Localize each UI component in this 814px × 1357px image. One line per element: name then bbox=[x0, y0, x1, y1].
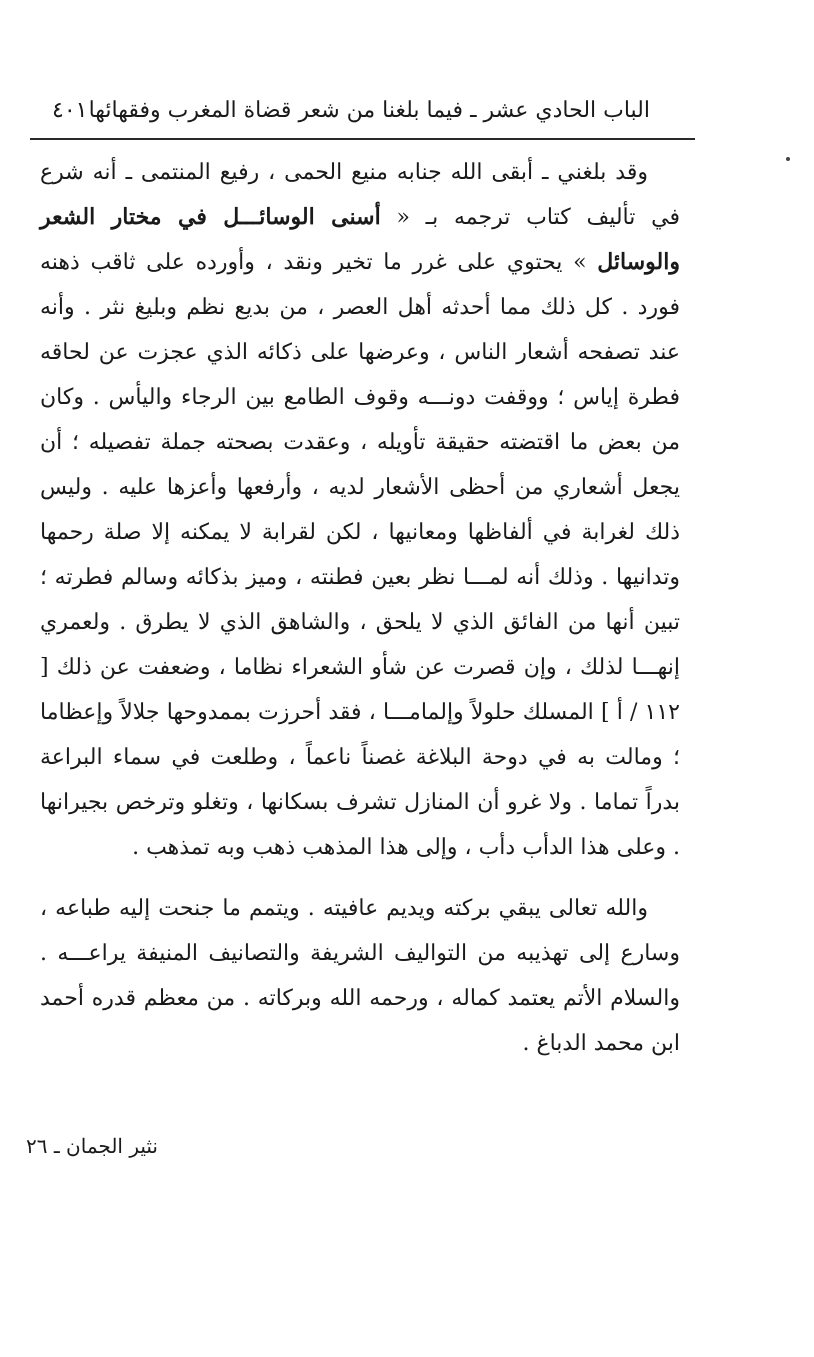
paragraph-2: والله تعالى يبقي بركته ويديم عافيته . ويتمم ما جنحت إليه طباعه ، وسارع إلى تهذيبه من التواليف الشريفة والتصانيف المنيفة يراعـــه . والسلام الأتم يعتمد كماله ، ورحمه الله وبركاته . من معظم قدره أحمد ابن محمد الدباغ . bbox=[40, 896, 680, 1056]
main-text bbox=[40, 150, 680, 1066]
margin-mark bbox=[786, 157, 790, 161]
header-title: الباب الحادي عشر ـ فيما بلغنا من شعر قضاة المغرب وفقهائها bbox=[88, 98, 650, 123]
book-title: أسنى الوسائـــل في مختار الشعر والوسائل bbox=[40, 204, 680, 275]
running-header bbox=[30, 92, 690, 134]
signature-mark: نثير الجمان ـ ٢٦ bbox=[26, 1134, 158, 1158]
paragraph-1 bbox=[40, 150, 680, 870]
page-number: ٤٠١ bbox=[52, 98, 88, 123]
paragraph-1-text-a: وقد بلغني ـ أبقى الله جنابه منيع الحمى ، رفيع المنتمى ـ أنه شرع في تأليف كتاب ترجمه بـ « bbox=[40, 160, 681, 230]
header-divider bbox=[30, 138, 695, 140]
paragraph-1-text-b: » يحتوي على غرر ما تخير ونقد ، وأورده على ثاقب ذهنه فورد . كل ذلك مما أحدثه أهل العصر ، من بديع نظم وبليغ نثر . وأنه عند تصفحه أشعار الناس ، وعرضها على ذكائه الذي عجزت عن لحاقه فطرة إياس ؛ ووقفت دونـــه وقوف الطامع بين الرجاء واليأس . وكان من بعض ما اقتضته حقيقة تأويله ، وعقدت بصحته جملة تفصيله ؛ أن يجعل أشعاري من أحظى الأشعار لديه ، وأرفعها وأعزها عليه . وليس ذلك لغرابة في ألفاظها ومعانيها ، لكن لقرابة لا يمكنه إلا صلة رحمها وتدانيها . وذلك أنه لمـــا نظر بعين فطنته ، وميز بذكائه وسالم فطرته ؛ تبين أنها من الفائق الذي لا يلحق ، والشاهق الذي لا يطرق . ولعمري إنهـــا لذلك ، وإن قصرت عن شأو الشعراء نظاما ، وضعفت عن ذلك [ ١١٢ / أ ] المسلك حلولاً وإلمامـــا ، فقد أحرزت بممدوحها جلالاً وإعظاما ؛ ومالت به في دوحة البلاغة غصناً ناعماً ، وطلعت في سماء البراعة بدراً تماما . ولا غرو أن المنازل تشرف بسكانها ، وتغلو وترخص بجيرانها . وعلى هذا الدأب دأب ، وإلى هذا المذهب ذهب وبه تمذهب . bbox=[40, 250, 680, 860]
